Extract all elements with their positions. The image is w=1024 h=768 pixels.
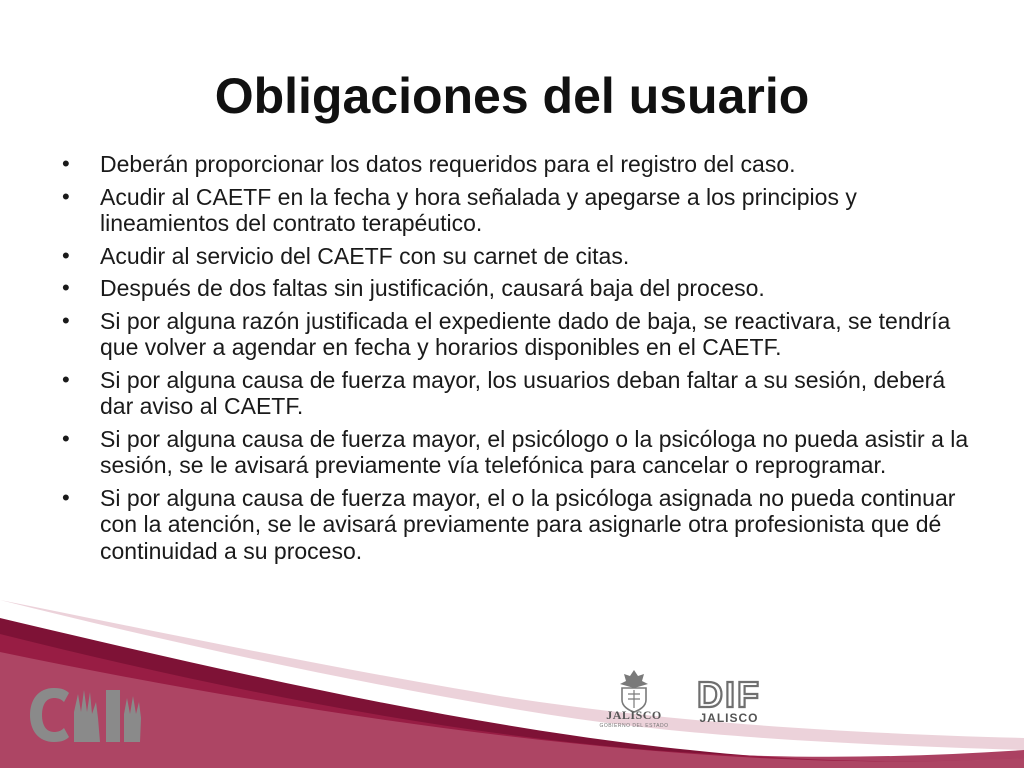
cai-hand-silhouette [74, 690, 100, 742]
footer-wave-band [0, 600, 1024, 768]
slide-title: Obligaciones del usuario [214, 68, 810, 124]
list-item [62, 367, 982, 420]
list-item [62, 243, 982, 270]
list-item [62, 426, 982, 479]
list-item [62, 485, 982, 565]
bullet-text: Acudir al servicio del CAETF con su carnet de citas. [100, 242, 630, 269]
list-item [62, 308, 982, 361]
bullet-dot: • [62, 275, 70, 300]
list-item [62, 275, 982, 302]
bullet-text: Después de dos faltas sin justificación, causará baja del proceso. [100, 275, 765, 301]
cai-letter-c [30, 688, 69, 742]
dif-logo [692, 676, 766, 710]
bullet-dot: • [62, 151, 70, 176]
bullet-dot: • [62, 484, 70, 510]
cai-hand-i [124, 696, 141, 742]
seal-sublabel: GOBIERNO DEL ESTADO [599, 723, 669, 729]
cai-logo [28, 684, 144, 746]
bullet-text: Acudir al CAETF en la fecha y hora señalada y apegarse a los principios y lineamientos del contrato terapéutico. [100, 183, 857, 236]
bullet-text: Si por alguna causa de fuerza mayor, el psicólogo o la psicóloga no pueda asistir a la sesión, se le avisará previamente vía telefónica para cancelar o reprogramar. [100, 425, 969, 478]
bullet-text: Si por alguna causa de fuerza mayor, los usuarios deban faltar a su sesión, deberá dar aviso al CAETF. [100, 366, 946, 419]
bullet-dot: • [62, 183, 70, 209]
cai-letter-i [106, 690, 120, 742]
dif-letters: DIF [697, 676, 761, 710]
list-item [62, 184, 982, 237]
bullet-dot: • [62, 366, 70, 392]
bullet-dot: • [62, 242, 70, 268]
dif-sublabel: JALISCO [699, 711, 759, 725]
bullet-list [62, 151, 982, 570]
bullet-text: Si por alguna causa de fuerza mayor, el o la psicóloga asignada no pueda continuar con la atención, se le avisará previamente para asignarle otra profesionista que dé continuidad a su proceso. [100, 484, 956, 564]
bullet-dot: • [62, 425, 70, 451]
seal-label: JALISCO [606, 708, 662, 722]
bullet-text: Deberán proporcionar los datos requeridos para el registro del caso. [100, 151, 796, 177]
bullet-text: Si por alguna razón justificada el expediente dado de baja, se reactivara, se tendría que volver a agendar en fecha y horarios disponibles en el CAETF. [100, 307, 951, 360]
list-item [62, 151, 982, 178]
bullet-dot: • [62, 307, 70, 333]
